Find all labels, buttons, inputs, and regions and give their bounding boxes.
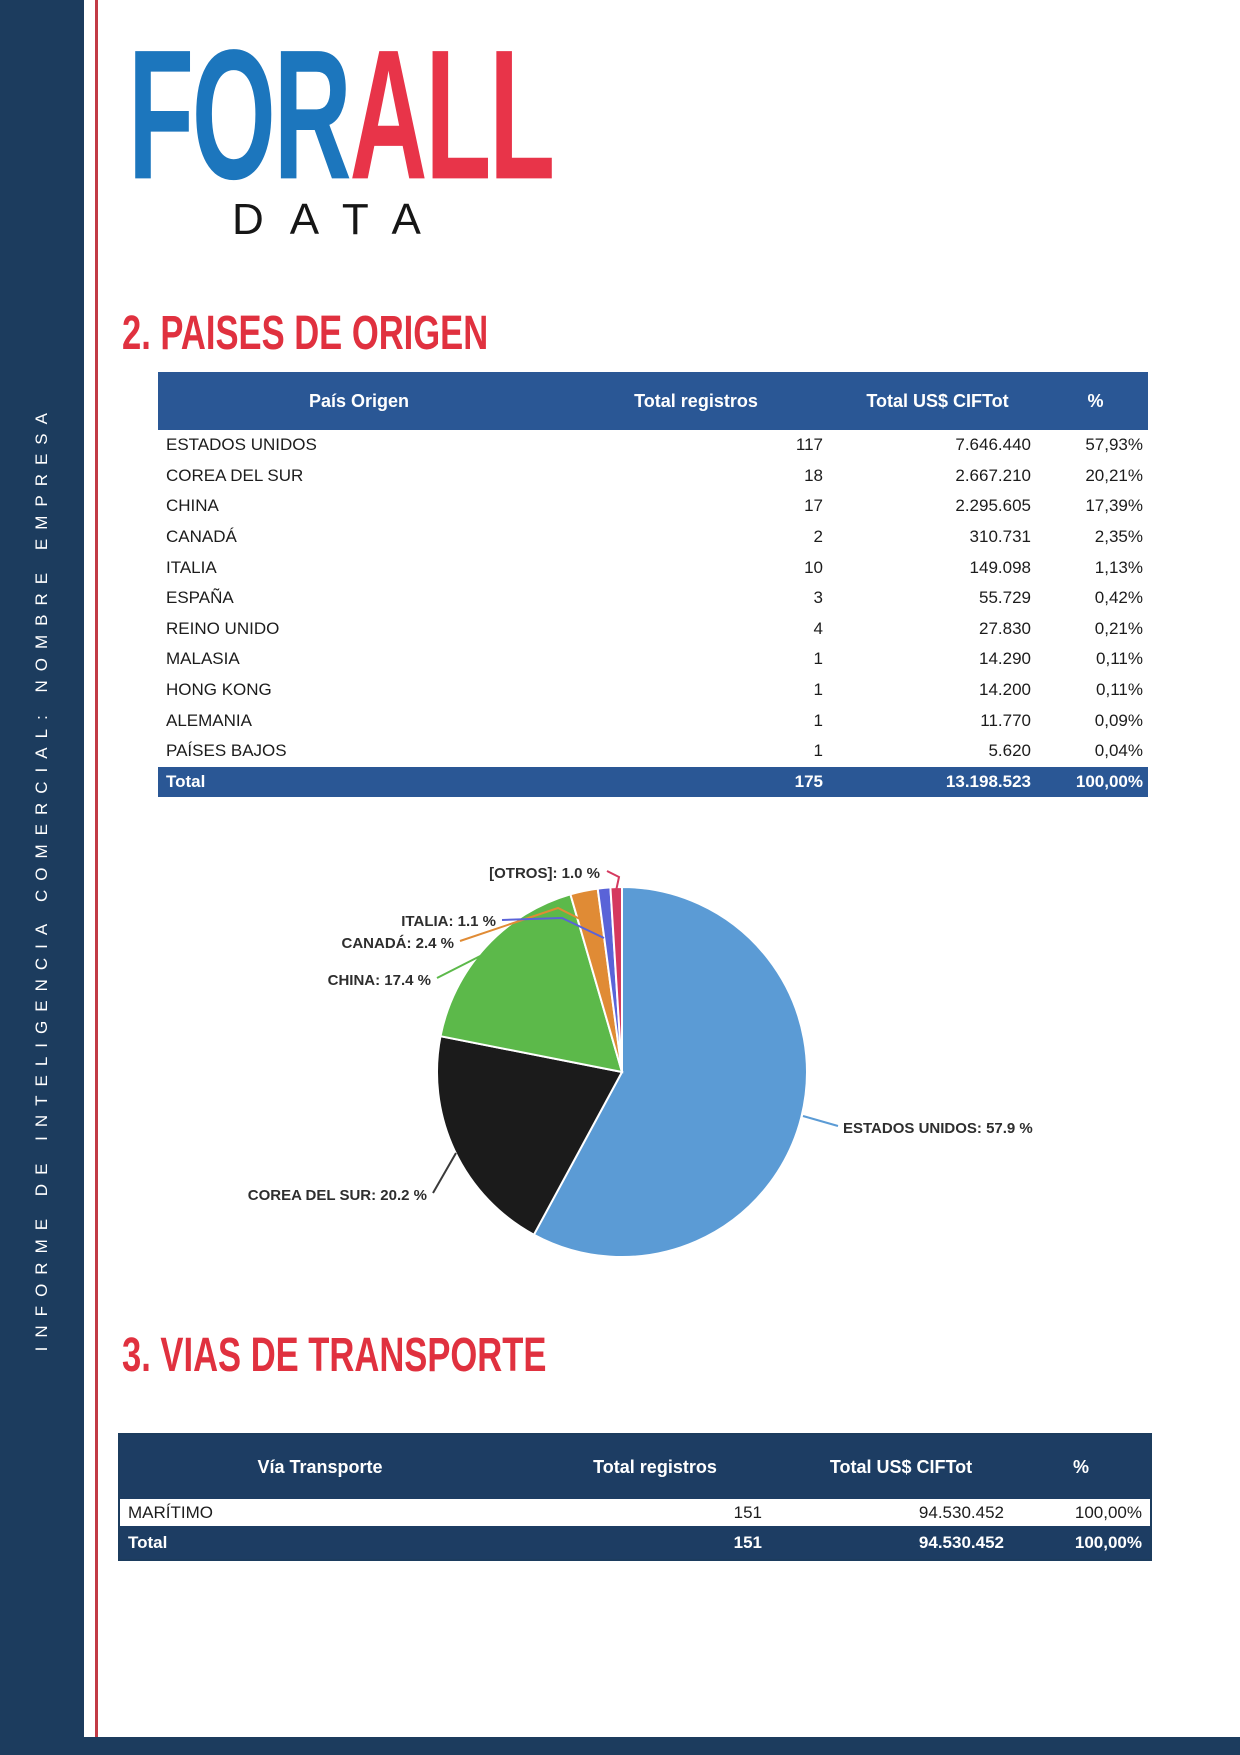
table-cell: 100,00% bbox=[1075, 771, 1143, 791]
table-cell: 20,21% bbox=[1085, 465, 1143, 485]
origin-countries-pie-chart bbox=[110, 820, 1170, 1290]
table-cell: 1,13% bbox=[1094, 557, 1143, 577]
pie-label-corea-del-sur: COREA DEL SUR: 20.2 % bbox=[247, 1187, 427, 1204]
table-cell: 1 bbox=[813, 710, 823, 730]
table-cell: 2,35% bbox=[1094, 527, 1143, 547]
table-cell: 27.830 bbox=[979, 618, 1031, 638]
table-cell: 175 bbox=[794, 771, 823, 791]
section-title-paises-de-origen: 2. PAISES DE ORIGEN bbox=[122, 307, 489, 360]
table-cell: 57,93% bbox=[1085, 435, 1143, 455]
table-cell: Total bbox=[128, 1532, 168, 1552]
table-cell: 0,09% bbox=[1094, 710, 1143, 730]
table-cell: 0,42% bbox=[1094, 588, 1143, 608]
table-cell: 0,04% bbox=[1094, 741, 1143, 761]
table-cell: 18 bbox=[804, 465, 823, 485]
table-row bbox=[158, 583, 1148, 614]
pie-label-estados-unidos: ESTADOS UNIDOS: 57.9 % bbox=[843, 1120, 1033, 1137]
sidebar-vertical-text: INFORME DE INTELIGENCIA COMERCIAL: NOMBRE EMPRESA bbox=[32, 403, 51, 1352]
table-cell: 151 bbox=[733, 1532, 762, 1552]
table-cell: ESPAÑA bbox=[166, 588, 234, 608]
table-cell: 2.295.605 bbox=[955, 496, 1031, 516]
table-cell: 3 bbox=[813, 588, 823, 608]
column-header-pa-s-origen: País Origen bbox=[308, 390, 410, 411]
table-row bbox=[158, 430, 1148, 461]
table-row bbox=[158, 736, 1148, 767]
table-row bbox=[120, 1499, 1150, 1526]
pie-label-china: CHINA: 17.4 % bbox=[327, 972, 431, 989]
origin-countries-table bbox=[158, 372, 1148, 797]
table-cell: PAÍSES BAJOS bbox=[166, 741, 287, 761]
table-cell: 55.729 bbox=[979, 588, 1031, 608]
column-header-: % bbox=[1072, 1456, 1089, 1477]
table-row bbox=[158, 491, 1148, 522]
table-cell: 7.646.440 bbox=[955, 435, 1031, 455]
table-cell: MARÍTIMO bbox=[128, 1502, 213, 1522]
table-cell: 4 bbox=[813, 618, 823, 638]
table-cell: 94.530.452 bbox=[918, 1532, 1004, 1552]
table-row bbox=[120, 1526, 1150, 1559]
section-title-vias-de-transporte: 3. VIAS DE TRANSPORTE bbox=[122, 1329, 547, 1382]
table-cell: 14.290 bbox=[979, 649, 1031, 669]
table-cell: 117 bbox=[795, 435, 823, 455]
transport-ways-table bbox=[118, 1433, 1152, 1561]
table-cell: 0,11% bbox=[1096, 649, 1143, 669]
table-cell: ITALIA bbox=[166, 557, 217, 577]
table-cell: 17 bbox=[804, 496, 823, 516]
table-cell: 11.770 bbox=[980, 710, 1031, 730]
column-header-total-registros: Total registros bbox=[634, 390, 758, 411]
footer-bar bbox=[0, 1737, 1240, 1755]
table-cell: 151 bbox=[733, 1502, 762, 1522]
logo-subtitle: DATA bbox=[232, 195, 447, 244]
table-cell: 14.200 bbox=[979, 680, 1031, 700]
red-accent-line bbox=[95, 0, 98, 1737]
table-row bbox=[158, 614, 1148, 645]
column-header-: % bbox=[1087, 390, 1104, 411]
pie-label-italia: ITALIA: 1.1 % bbox=[401, 913, 496, 930]
table-cell: 100,00% bbox=[1074, 1532, 1142, 1552]
table-row bbox=[158, 461, 1148, 492]
table-cell: 2 bbox=[813, 527, 823, 547]
table-header-row bbox=[158, 372, 1148, 430]
table-cell: ESTADOS UNIDOS bbox=[166, 435, 317, 455]
table-header-row bbox=[120, 1435, 1150, 1499]
table-row bbox=[158, 675, 1148, 706]
table-cell: 1 bbox=[813, 680, 823, 700]
column-header-total-us-ciftot: Total US$ CIFTot bbox=[866, 390, 1009, 411]
pie-callout-line-estados-unidos bbox=[803, 1116, 838, 1126]
table-cell: 1 bbox=[813, 649, 823, 669]
table-cell: 0,21% bbox=[1094, 618, 1143, 638]
table-row bbox=[158, 644, 1148, 675]
column-header-total-registros: Total registros bbox=[593, 1456, 717, 1477]
logo-for: FOR bbox=[128, 11, 350, 220]
table-cell: 1 bbox=[813, 741, 823, 761]
table-cell: 94.530.452 bbox=[918, 1502, 1004, 1522]
sidebar bbox=[0, 0, 84, 1755]
table-cell: 310.731 bbox=[969, 527, 1031, 547]
column-header-total-us-ciftot: Total US$ CIFTot bbox=[829, 1456, 973, 1477]
logo bbox=[128, 11, 553, 244]
column-header-v-a-transporte: Vía Transporte bbox=[257, 1456, 383, 1477]
table-cell: 2.667.210 bbox=[955, 465, 1031, 485]
table-row bbox=[158, 552, 1148, 583]
pie-label-canad: CANADÁ: 2.4 % bbox=[341, 935, 454, 952]
table-row bbox=[158, 705, 1148, 736]
table-cell: 17,39% bbox=[1085, 496, 1143, 516]
table-cell: 5.620 bbox=[988, 741, 1031, 761]
table-cell: CHINA bbox=[166, 496, 219, 516]
table-row bbox=[158, 767, 1148, 797]
table-cell: REINO UNIDO bbox=[166, 618, 280, 638]
table-cell: Total bbox=[166, 771, 206, 791]
table-cell: HONG KONG bbox=[166, 680, 272, 700]
table-cell: CANADÁ bbox=[166, 527, 237, 547]
table-cell: 0,11% bbox=[1096, 680, 1143, 700]
table-cell: 13.198.523 bbox=[945, 771, 1031, 791]
table-row bbox=[158, 522, 1148, 553]
table-cell: COREA DEL SUR bbox=[166, 465, 304, 485]
pie-callout-line-corea-del-sur bbox=[433, 1153, 456, 1193]
logo-all: ALL bbox=[349, 11, 553, 220]
table-cell: MALASIA bbox=[166, 649, 240, 669]
table-cell: ALEMANIA bbox=[166, 710, 252, 730]
table-cell: 100,00% bbox=[1074, 1502, 1142, 1522]
table-cell: 149.098 bbox=[969, 557, 1031, 577]
pie-label-otros: [OTROS]: 1.0 % bbox=[489, 865, 600, 882]
table-cell: 10 bbox=[804, 557, 823, 577]
